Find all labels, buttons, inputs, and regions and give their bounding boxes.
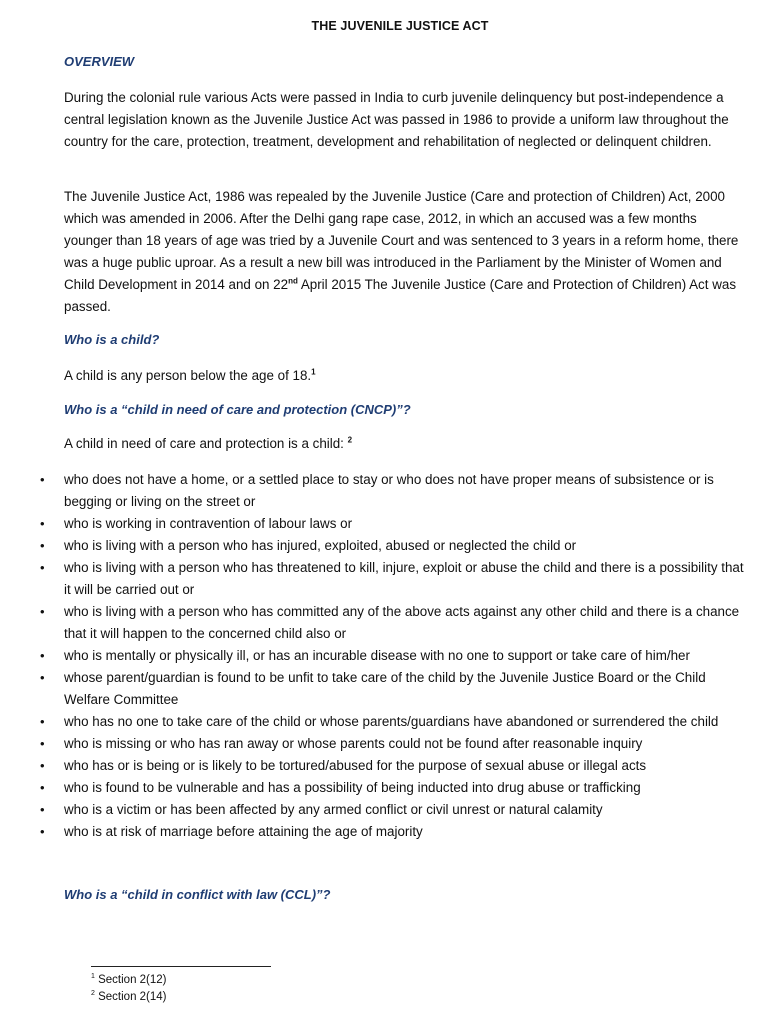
list-item	[0, 557, 744, 601]
bullet-icon: •	[40, 560, 45, 575]
footnote-1-ref: 1	[91, 973, 95, 980]
list-item-text: who is mentally or physically ill, or has an incurable disease with no one to support or take care of him/her	[64, 648, 690, 663]
paragraph-2-text-b: April 2015 The Juvenile Justice (Care and Protection of Children) Act was passed.	[64, 277, 737, 314]
list-item-text: who has no one to take care of the child or whose parents/guardians have abandoned or surrendered the child	[64, 714, 719, 729]
list-item	[0, 601, 744, 645]
list-item-text: who has or is being or is likely to be tortured/abused for the purpose of sexual abuse or illegal acts	[64, 758, 647, 773]
list-item-text: who is missing or who has ran away or whose parents could not be found after reasonable inquiry	[64, 736, 643, 751]
ccl-heading: Who is a “child in conflict with law (CCL)”?	[64, 887, 331, 902]
footnote-1	[91, 973, 167, 986]
list-item	[0, 711, 744, 733]
overview-paragraph-1: During the colonial rule various Acts were passed in India to curb juvenile delinquency but post-independence a central legislation known as the Juvenile Justice Act was passed in 1986 to provide a uniform law throughout the country for the care, protection, treatment, development and rehabilitation of neglected or delinquent children.	[64, 90, 729, 149]
bullet-icon: •	[40, 538, 45, 553]
list-item	[0, 821, 744, 843]
footnote-ref-1[interactable]: 1	[311, 367, 316, 377]
list-item	[0, 535, 744, 557]
footnote-2-text: Section 2(14)	[94, 990, 167, 1003]
cncp-criteria-list	[0, 469, 768, 843]
footnote-2-ref: 2	[91, 990, 95, 997]
bullet-icon: •	[40, 670, 45, 685]
footnote-separator	[91, 966, 271, 967]
bullet-icon: •	[40, 648, 45, 663]
list-item	[0, 733, 744, 755]
bullet-icon: •	[40, 824, 45, 839]
bullet-icon: •	[40, 802, 45, 817]
bullet-icon: •	[40, 780, 45, 795]
bullet-icon: •	[40, 736, 45, 751]
ordinal-suffix: nd	[288, 276, 298, 286]
bullet-icon: •	[40, 516, 45, 531]
list-item-text: who is living with a person who has threatened to kill, injure, exploit or abuse the child and there is a possibility that it will be carried out or	[64, 560, 744, 597]
list-item	[0, 755, 744, 777]
bullet-icon: •	[40, 472, 45, 487]
child-heading: Who is a child?	[64, 332, 160, 347]
list-item	[0, 777, 744, 799]
list-item-text: who is a victim or has been affected by any armed conflict or civil unrest or natural calamity	[64, 802, 603, 817]
footnote-1-text: Section 2(12)	[94, 973, 167, 986]
list-item-text: who is living with a person who has committed any of the above acts against any other child and there is a chance that it will happen to the concerned child also or	[64, 604, 740, 641]
document-title: THE JUVENILE JUSTICE ACT	[311, 19, 489, 33]
cncp-intro-text: A child in need of care and protection is a child:	[64, 436, 348, 451]
list-item	[0, 513, 744, 535]
list-item-text: who is living with a person who has injured, exploited, abused or neglected the child or	[64, 538, 577, 553]
footnote-ref-2[interactable]: 2	[347, 435, 353, 445]
overview-paragraph-2	[64, 186, 744, 318]
list-item-text: who is found to be vulnerable and has a possibility of being inducted into drug abuse or trafficking	[64, 780, 641, 795]
list-item-text: who is working in contravention of labour laws or	[64, 516, 353, 531]
bullet-icon: •	[40, 758, 45, 773]
footnote-2	[91, 990, 167, 1003]
bullet-icon: •	[40, 714, 45, 729]
bullet-icon: •	[40, 604, 45, 619]
cncp-heading: Who is a “child in need of care and protection (CNCP)”?	[64, 402, 411, 417]
list-item-text: whose parent/guardian is found to be unfit to take care of the child by the Juvenile Justice Board or the Child Welfare Committee	[64, 670, 706, 707]
cncp-intro	[64, 433, 744, 455]
list-item	[0, 645, 744, 667]
child-definition-text: A child is any person below the age of 18.	[64, 368, 312, 383]
list-item	[0, 469, 744, 513]
list-item	[0, 667, 744, 711]
list-item-text: who is at risk of marriage before attaining the age of majority	[64, 824, 423, 839]
list-item	[0, 799, 744, 821]
child-definition	[64, 365, 744, 387]
paragraph-2-text-a: The Juvenile Justice Act, 1986 was repealed by the Juvenile Justice (Care and protection of Children) Act, 2000 which was amended in 2006. After the Delhi gang rape case, 2012, in which an accused was a few months younger than 18 years of age was tried by a Juvenile Court and was sentenced to 3 years in a reform home, there was a huge public uproar. As a result a new bill was introduced in the Parliament by the Minister of Women and Child Development in 2014 and on 22	[64, 189, 739, 292]
list-item-text: who does not have a home, or a settled place to stay or who does not have proper means of subsistence or is begging or living on the street or	[64, 472, 714, 509]
overview-heading: OVERVIEW	[64, 54, 135, 69]
